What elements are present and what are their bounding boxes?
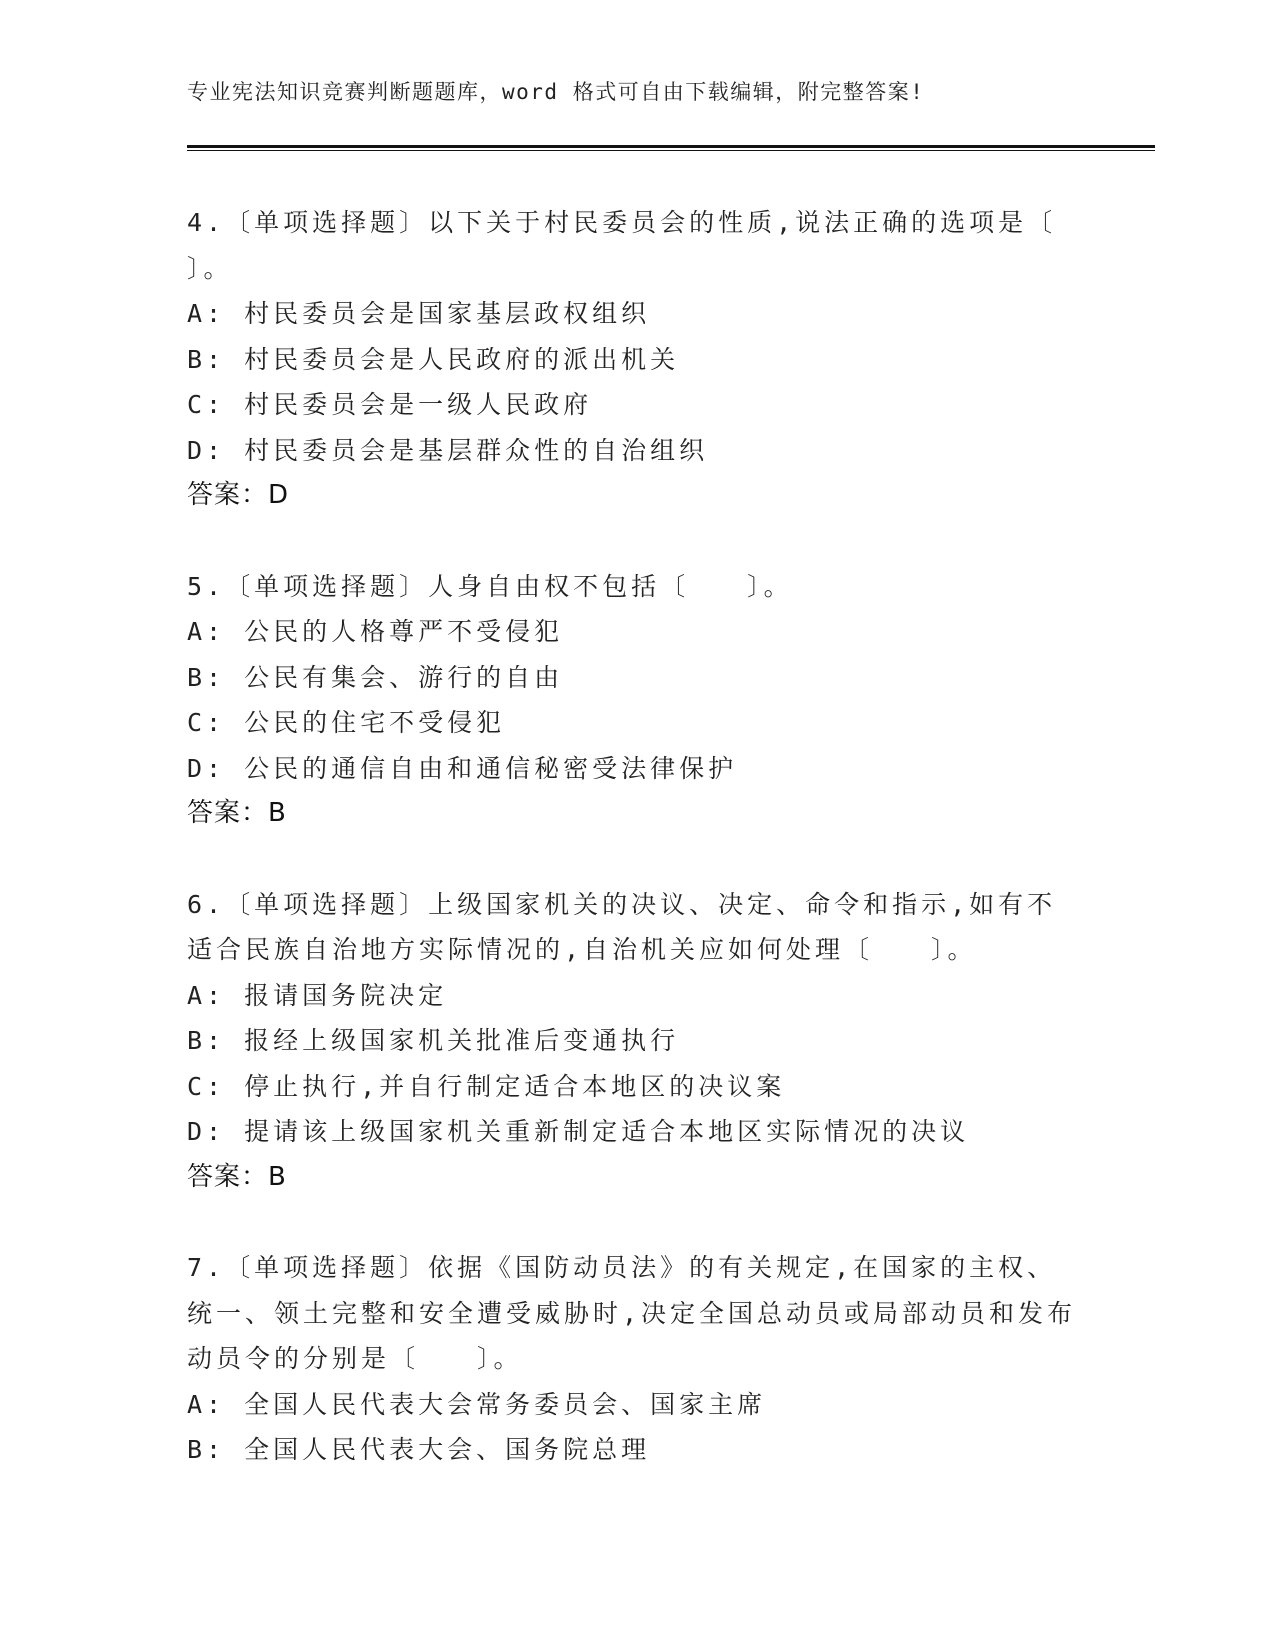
answer-label: 答案：B (187, 1161, 287, 1192)
question-list (187, 200, 1077, 1518)
option-d: D: 提请该上级国家机关重新制定适合本地区实际情况的决议 (187, 1117, 970, 1146)
option-b: B: 村民委员会是人民政府的派出机关 (187, 344, 680, 374)
option-c: C: 停止执行,并自行制定适合本地区的决议案 (187, 1071, 786, 1101)
option-d: D: 村民委员会是基层群众性的自治组织 (187, 435, 709, 465)
option-a: A: 公民的人格尊严不受侵犯 (187, 617, 564, 646)
option-b: B: 公民有集会、游行的自由 (187, 662, 564, 692)
option-a: A: 村民委员会是国家基层政权组织 (187, 299, 651, 328)
question-text: 5.〔单项选择题〕人身自由权不包括〔 〕。 (187, 571, 793, 601)
question-text: 7.〔单项选择题〕依据《国防动员法》的有关规定,在国家的主权、统一、领土完整和安全遭受威胁时,决定全国总动员或局部动员和发布动员令的分别是〔 〕。 (187, 1253, 1077, 1373)
question-5 (187, 564, 1077, 837)
page-header-title: 专业宪法知识竞赛判断题题库，word 格式可自由下载编辑，附完整答案! (187, 80, 925, 104)
answer-label: 答案：B (187, 798, 287, 828)
question-text: 6.〔单项选择题〕上级国家机关的决议、决定、命令和指示,如有不适合民族自治地方实际情况的,自治机关应如何处理〔 〕。 (187, 889, 1057, 964)
option-d: D: 公民的通信自由和通信秘密受法律保护 (187, 753, 738, 783)
header-divider-thin (187, 150, 1155, 151)
header-divider-thick (187, 145, 1155, 148)
option-c: C: 公民的住宅不受侵犯 (187, 708, 506, 737)
option-b: B: 全国人民代表大会、国务院总理 (187, 1435, 651, 1464)
question-7 (187, 1245, 1077, 1473)
option-a: A: 报请国务院决定 (187, 980, 448, 1010)
answer-label: 答案：D (187, 480, 290, 510)
question-4 (187, 200, 1077, 519)
option-a: A: 全国人民代表大会常务委员会、国家主席 (187, 1389, 767, 1419)
option-b: B: 报经上级国家机关批准后变通执行 (187, 1026, 680, 1055)
question-text: 4.〔单项选择题〕以下关于村民委员会的性质,说法正确的选项是〔 〕。 (187, 208, 1057, 283)
option-c: C: 村民委员会是一级人民政府 (187, 390, 593, 419)
question-6 (187, 882, 1077, 1201)
